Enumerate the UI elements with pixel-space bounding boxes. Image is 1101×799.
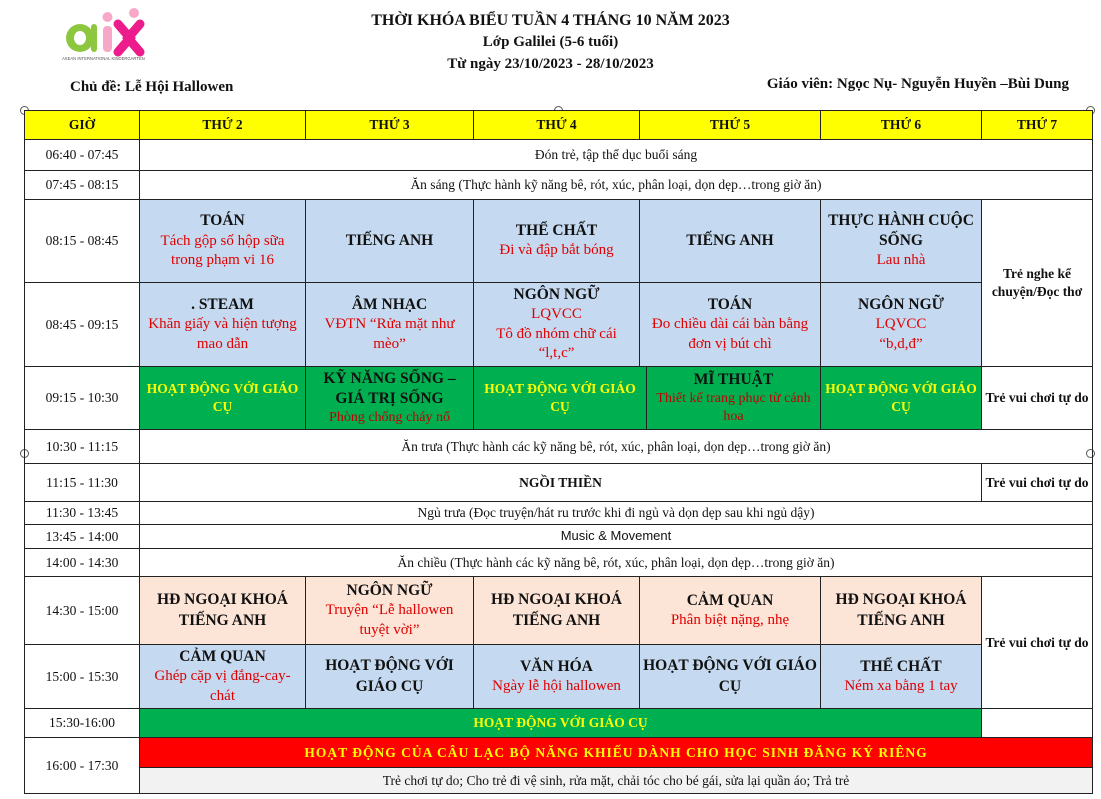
col-header-sat: THỨ 7 — [982, 111, 1093, 140]
time-cell: 08:45 - 09:15 — [25, 283, 140, 367]
subject: NGÔN NGỮ — [858, 295, 944, 313]
cell-tue — [306, 200, 474, 283]
table-row — [25, 709, 1093, 738]
table-row — [25, 549, 1093, 577]
activity-cell: Ăn chiều (Thực hành các kỹ năng bê, rót, xúc, phân loại, dọn dẹp…trong giờ ăn) — [140, 549, 1093, 577]
class-name: Lớp Galilei (5-6 tuổi) — [482, 34, 619, 50]
time-cell: 15:00 - 15:30 — [25, 645, 140, 709]
table-row — [25, 367, 1093, 430]
cell-tue — [306, 367, 474, 430]
time-cell: 16:00 - 17:30 — [25, 738, 140, 794]
logo-caption: ASEAN INTERNATIONAL KINDERGARTEN — [62, 56, 145, 61]
time-cell: 13:45 - 14:00 — [25, 525, 140, 549]
detail: Thiết kế trang phục từ cánh hoa — [656, 390, 811, 425]
cell-fri — [821, 283, 982, 367]
time-cell: 11:30 - 13:45 — [25, 502, 140, 525]
detail: LQVCC — [875, 316, 927, 333]
cell-wed — [474, 283, 640, 367]
time-cell: 08:15 - 08:45 — [25, 200, 140, 283]
activity-cell: Ngủ trưa (Đọc truyện/hát ru trước khi đi ngủ và dọn dẹp sau khi ngủ dậy) — [140, 502, 1093, 525]
cell-tue — [306, 283, 474, 367]
subject: HOẠT ĐỘNG VỚI GIÁO CỤ — [325, 657, 454, 695]
cell-sat: Trẻ vui chơi tự do — [982, 367, 1093, 430]
activity-cell: Music & Movement — [140, 525, 1093, 549]
time-cell: 10:30 - 11:15 — [25, 430, 140, 464]
col-header-fri: THỨ 6 — [821, 111, 982, 140]
detail: Phòng chống cháy nổ — [329, 410, 450, 426]
time-cell: 07:45 - 08:15 — [25, 171, 140, 200]
activity-cell: Ăn sáng (Thực hành kỹ năng bê, rót, xúc, phân loại, dọn dẹp…trong giờ ăn) — [140, 171, 1093, 200]
cell-sat: Trẻ vui chơi tự do — [982, 464, 1093, 502]
timetable — [24, 110, 1093, 794]
subject: . STEAM — [191, 295, 254, 313]
col-header-mon: THỨ 2 — [140, 111, 306, 140]
table-row — [25, 502, 1093, 525]
time-cell: 14:30 - 15:00 — [25, 577, 140, 645]
subject: TIẾNG ANH — [345, 231, 434, 249]
table-row — [25, 645, 1093, 709]
subject: HĐ NGOẠI KHOÁ TIẾNG ANH — [157, 591, 288, 629]
table-row — [25, 464, 1093, 502]
subject: TOÁN — [200, 212, 245, 230]
detail: Ném xa bằng 1 tay — [844, 677, 958, 694]
empty-cell — [982, 709, 1093, 738]
table-row — [25, 768, 1093, 794]
cell-fri — [821, 645, 982, 709]
table-row — [25, 430, 1093, 464]
time-cell: 15:30-16:00 — [25, 709, 140, 738]
subject: ÂM NHẠC — [351, 295, 428, 313]
club-activity-cell: HOẠT ĐỘNG CỦA CÂU LẠC BỘ NĂNG KHIẾU DÀNH CHO HỌC SINH ĐĂNG KÝ RIÊNG — [140, 738, 1093, 768]
time-cell: 06:40 - 07:45 — [25, 140, 140, 171]
schedule-title: THỜI KHÓA BIỂU TUẦN 4 THÁNG 10 NĂM 2023 — [371, 12, 730, 29]
subject: HOẠT ĐỘNG VỚI GIÁO CỤ — [643, 657, 817, 695]
detail: Lau nhà — [876, 252, 926, 269]
subject: VĂN HÓA — [520, 657, 593, 675]
subject: NGÔN NGỮ — [346, 581, 433, 599]
subject: CẢM QUAN — [686, 591, 774, 609]
subject: THỂ CHẤT — [515, 222, 598, 240]
cell-fri — [821, 577, 982, 645]
time-cell: 09:15 - 10:30 — [25, 367, 140, 430]
detail: Khăn giấy và hiện tượng mao dẫn — [148, 316, 297, 352]
cell-sat: Trẻ nghe kể chuyện/Đọc thơ — [982, 200, 1093, 367]
detail: Tô đồ nhóm chữ cái “l,t,c” — [496, 325, 617, 362]
subject: HĐ NGOẠI KHOÁ TIẾNG ANH — [491, 591, 622, 629]
subject: THỰC HÀNH CUỘC SỐNG — [828, 212, 974, 250]
detail: Ngày lễ hội hallowen — [492, 677, 621, 694]
subject: NGÔN NGỮ — [513, 286, 600, 304]
activity-cell: HOẠT ĐỘNG VỚI GIÁO CỤ — [140, 709, 982, 738]
subject: TIẾNG ANH — [686, 231, 774, 249]
table-row — [25, 525, 1093, 549]
time-cell: 11:15 - 11:30 — [25, 464, 140, 502]
subject: KỸ NĂNG SỐNG – GIÁ TRỊ SỐNG — [323, 369, 456, 407]
detail: “b,d,đ” — [879, 335, 923, 352]
col-header-tue: THỨ 3 — [306, 111, 474, 140]
activity-cell: Trẻ chơi tự do; Cho trẻ đi vệ sinh, rửa mặt, chải tóc cho bé gái, sửa lại quần áo; Trả trẻ — [140, 768, 1093, 794]
cell-mon — [140, 577, 306, 645]
cell-fri — [821, 200, 982, 283]
cell-mon: HOẠT ĐỘNG VỚI GIÁO CỤ — [140, 367, 306, 430]
table-row — [25, 200, 1093, 283]
header-row — [25, 111, 1093, 140]
activity-cell: Ăn trưa (Thực hành các kỹ năng bê, rót, xúc, phân loại, dọn dẹp…trong giờ ăn) — [140, 430, 1093, 464]
activity-cell: Đón trẻ, tập thể dục buổi sáng — [140, 140, 1093, 171]
detail: Ghép cặp vị đắng-cay-chát — [154, 668, 291, 704]
table-row — [25, 140, 1093, 171]
time-cell: 14:00 - 14:30 — [25, 549, 140, 577]
detail: Tách gộp số hộp sữa trong phạm vi 16 — [160, 232, 285, 269]
detail: Đi và đập bắt bóng — [499, 242, 614, 259]
cell-sat: Trẻ vui chơi tự do — [982, 577, 1093, 709]
subject: CẢM QUAN — [179, 647, 266, 665]
subject: HĐ NGOẠI KHOÁ TIẾNG ANH — [835, 591, 967, 629]
detail: VĐTN “Rửa mặt như mèo” — [324, 316, 455, 352]
theme-label: Chủ đề: Lễ Hội Hallowen — [70, 79, 234, 95]
cell-thu — [640, 645, 821, 709]
date-range: Từ ngày 23/10/2023 - 28/10/2023 — [447, 56, 654, 72]
cell-mon — [140, 645, 306, 709]
cell-wed — [474, 577, 640, 645]
cell-tue — [306, 645, 474, 709]
cell-mon — [140, 200, 306, 283]
col-header-wed: THỨ 4 — [474, 111, 640, 140]
activity-cell: NGỒI THIỀN — [140, 464, 982, 502]
cell-tue — [306, 577, 474, 645]
teachers-label: Giáo viên: Ngọc Nụ- Nguyễn Huyền –Bùi Dung — [766, 76, 1069, 92]
detail: Đo chiều dài cái bàn bằng đơn vị bút chì — [651, 316, 809, 352]
detail: LQVCC — [531, 306, 582, 323]
col-header-time: GIỜ — [25, 111, 140, 140]
cell-wed — [474, 645, 640, 709]
cell-thu — [647, 367, 821, 430]
cell-mon — [140, 283, 306, 367]
col-header-thu: THỨ 5 — [640, 111, 821, 140]
cell-thu — [640, 283, 821, 367]
cell-fri: HOẠT ĐỘNG VỚI GIÁO CỤ — [821, 367, 982, 430]
detail: Phân biệt nặng, nhẹ — [670, 611, 790, 628]
table-row — [25, 738, 1093, 768]
detail: Truyện “Lễ hallowen tuyệt vời” — [325, 602, 454, 638]
subject: MĨ THUẬT — [693, 370, 774, 388]
cell-thu — [640, 577, 821, 645]
table-row — [25, 283, 1093, 367]
cell-wed — [474, 200, 640, 283]
subject: THỂ CHẤT — [860, 657, 942, 675]
cell-wed: HOẠT ĐỘNG VỚI GIÁO CỤ — [474, 367, 647, 430]
table-row — [25, 577, 1093, 645]
cell-thu — [640, 200, 821, 283]
table-row — [25, 171, 1093, 200]
subject: TOÁN — [707, 295, 753, 313]
